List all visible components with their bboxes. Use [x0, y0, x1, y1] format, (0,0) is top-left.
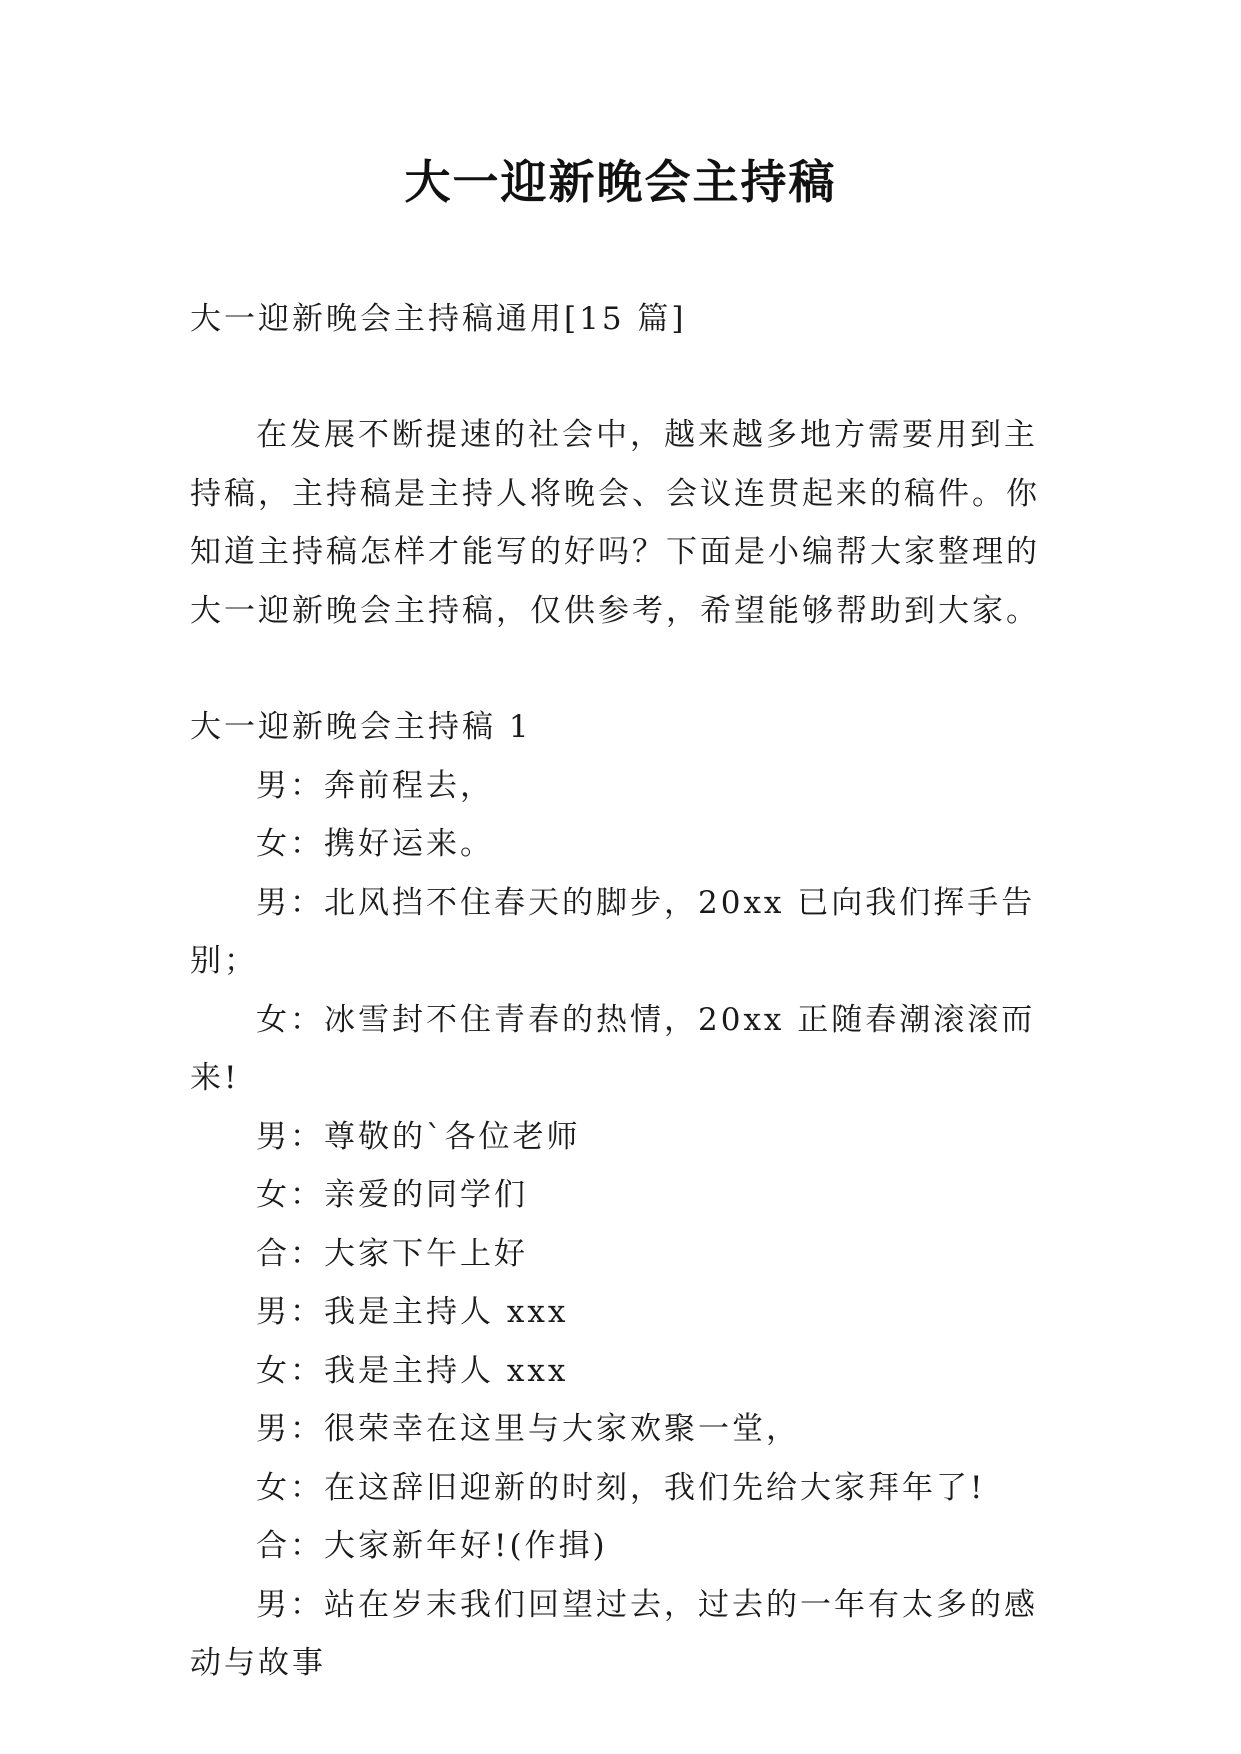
- dialogue-line: 女：亲爱的同学们: [256, 1177, 528, 1213]
- dialogue-line: 合：大家下午上好: [256, 1235, 528, 1272]
- dialogue-list: [190, 757, 1052, 1693]
- dialogue-line: 合：大家新年好!(作揖): [256, 1528, 608, 1564]
- dialogue-line: 男：我是主持人 xxx: [256, 1294, 569, 1330]
- document-body: [190, 290, 1052, 1693]
- dialogue-line: 女：在这辞旧迎新的时刻，我们先给大家拜年了!: [256, 1469, 986, 1506]
- dialogue-line: 男：很荣幸在这里与大家欢聚一堂，: [256, 1411, 800, 1447]
- intro-paragraph: 在发展不断提速的社会中，越来越多地方需要用到主持稿，主持稿是主持人将晚会、会议连贯起来的稿件。你知道主持稿怎样才能写的好吗？下面是小编帮大家整理的大一迎新晚会主持稿，仅供参考，希望能够帮助到大家。: [190, 417, 1040, 629]
- document-title: 大一迎新晚会主持稿: [404, 155, 837, 209]
- dialogue-line: 男：站在岁末我们回望过去，过去的一年有太多的感动与故事: [190, 1586, 1038, 1681]
- dialogue-line: 男：尊敬的`各位老师: [256, 1118, 581, 1155]
- dialogue-line: 男：奔前程去，: [256, 767, 494, 804]
- document-subtitle: 大一迎新晚会主持稿通用[15 篇]: [190, 301, 687, 337]
- dialogue-line: 女：我是主持人 xxx: [256, 1352, 569, 1389]
- section-heading: 大一迎新晚会主持稿 1: [190, 709, 532, 745]
- dialogue-line: 女：冰雪封不住青春的热情，20xx 正随春潮滚滚而来!: [190, 1001, 1036, 1096]
- dialogue-line: 男：北风挡不住春天的脚步，20xx 已向我们挥手告别；: [190, 884, 1036, 979]
- dialogue-line: 女：携好运来。: [256, 826, 494, 862]
